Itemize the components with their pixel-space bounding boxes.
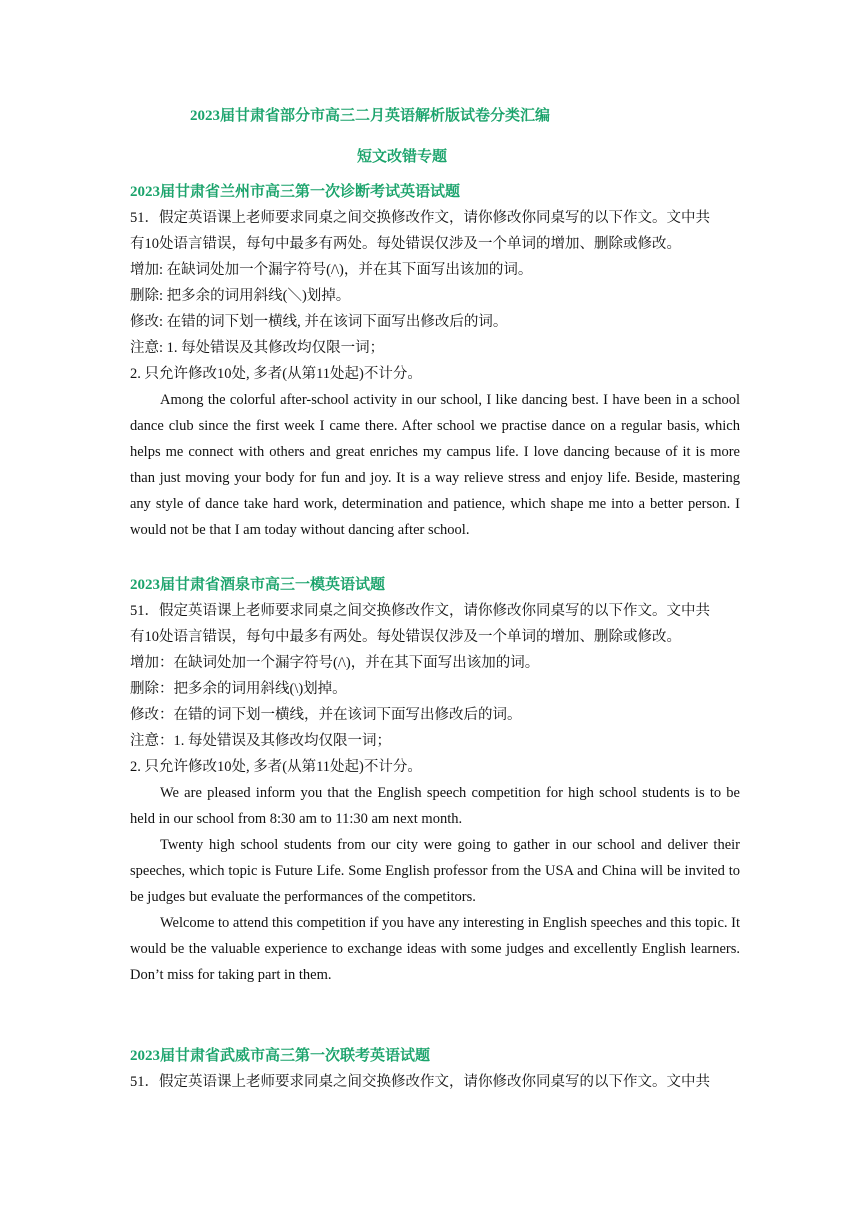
note-line: 注意：1. 每处错误及其修改均仅限一词；	[130, 733, 391, 749]
delete-rule: 删除: 把多余的词用斜线(＼)划掉。	[130, 288, 351, 304]
note-line: 2. 只允许修改10处, 多者(从第11处起)不计分。	[130, 366, 422, 382]
essay-paragraph: Welcome to attend this competition if you have any interesting in English speeches and this topic. It would be the valuable experience to exchange ideas with some judges and excellently English learners. Don’t miss for taking part in them.	[130, 915, 740, 983]
essay-paragraph: We are pleased inform you that the English speech competition for high school students is to be held in our school from 8:30 am to 11:30 am next month.	[130, 785, 740, 827]
section-heading: 2023届甘肃省兰州市高三第一次诊断考试英语试题	[130, 184, 461, 200]
section-heading: 2023届甘肃省武威市高三第一次联考英语试题	[130, 1048, 431, 1064]
section-heading: 2023届甘肃省酒泉市高三一模英语试题	[130, 577, 386, 593]
add-rule: 增加：在缺词处加一个漏字符号(/\)，并在其下面写出该加的词。	[130, 655, 540, 671]
question-text-line: 51．假定英语课上老师要求同桌之间交换修改作文，请你修改你同桌写的以下作文。文中共	[130, 210, 710, 226]
add-rule: 增加: 在缺词处加一个漏字符号(/\)，并在其下面写出该加的词。	[130, 262, 533, 278]
question-text-line: 51．假定英语课上老师要求同桌之间交换修改作文，请你修改你同桌写的以下作文。文中共	[130, 603, 710, 619]
note-line: 2. 只允许修改10处, 多者(从第11处起)不计分。	[130, 759, 422, 775]
modify-rule: 修改: 在错的词下划一横线, 并在该词下面写出修改后的词。	[130, 314, 508, 330]
question-text-line: 有10处语言错误，每句中最多有两处。每处错误仅涉及一个单词的增加、删除或修改。	[130, 236, 681, 252]
section-jiuquan	[130, 572, 740, 988]
question-text-line: 有10处语言错误，每句中最多有两处。每处错误仅涉及一个单词的增加、删除或修改。	[130, 629, 681, 645]
question-text-line: 51．假定英语课上老师要求同桌之间交换修改作文，请你修改你同桌写的以下作文。文中共	[130, 1074, 710, 1090]
delete-rule: 删除：把多余的词用斜线(\)划掉。	[130, 681, 347, 697]
section-lanzhou	[130, 179, 740, 543]
document-title: 2023届甘肃省部分市高三二月英语解析版试卷分类汇编	[190, 108, 551, 124]
section-wuwei	[130, 1043, 740, 1095]
essay-paragraph: Twenty high school students from our city were going to gather in our school and deliver their speeches, which topic is Future Life. Some English professor from the USA and China will be invited to be judges but evaluate the performances of the competitors.	[130, 837, 740, 905]
note-line: 注意: 1. 每处错误及其修改均仅限一词；	[130, 340, 385, 356]
essay-paragraph: Among the colorful after-school activity in our school, I like dancing best. I have been in a school dance club since the first week I came there. After school we practise dance on a regular basis, which helps me connect with others and great enriches my campus life. I love dancing because of it is more than just moving your body for fun and joy. It is a way relieve stress and enjoy life. Beside, mastering any style of dance take hard work, determination and patience, which shape me into a better person. I would not be that I am today without dancing after school.	[130, 392, 740, 538]
modify-rule: 修改：在错的词下划一横线，并在该词下面写出修改后的词。	[130, 707, 522, 723]
document-subtitle: 短文改错专题	[357, 149, 448, 165]
